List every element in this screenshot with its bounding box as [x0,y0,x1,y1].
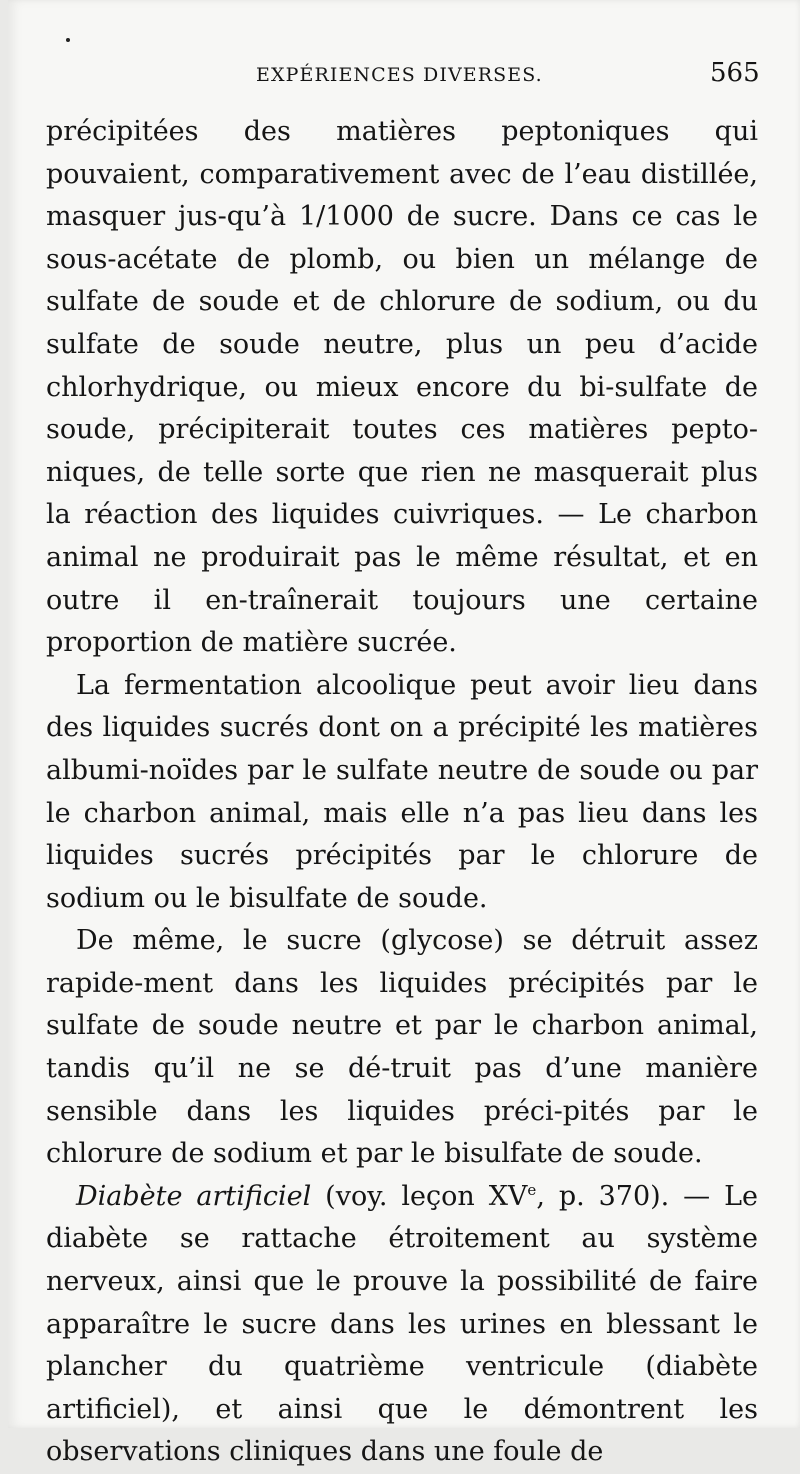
paragraph: De même, le sucre (glycose) se détruit assez rapide-ment dans les liquides précipités par le sulfate de soude neutre et par le charbon animal, tandis qu’il ne se dé-truit pas d’une manière sensible dans les liquides préci-pités par le chlorure de sodium et par le bisulfate de soude. [46,925,758,1170]
section-title: Diabète artificiel [76,1180,312,1212]
paragraph: précipitées des matières peptoniques qui pouvaient, comparativement avec de l’eau distillée, masquer jus-qu’à 1/1000 de sucre. Dans ce cas le sous-acétate de plomb, ou bien un mélange de sulfate de soude et de chlorure de sodium, ou du sulfate de soude neutre, plus un peu d’acide chlorhydrique, ou mieux encore du bi-sulfate de soude, précipiterait toutes ces matières pepto-niques, de telle sorte que rien ne masquerait plus la réaction des liquides cuivriques. — Le charbon animal ne produirait pas le même résultat, et en outre il en-traînerait toujours une certaine proportion de matière sucrée. [46,116,758,659]
margin-mark [66,38,70,42]
paragraph [46,1176,758,1474]
paragraph-text: , p. 370). — Le diabète se rattache étroitement au système nerveux, ainsi que le prouve la possibilité de faire apparaître le sucre dans les urines en blessant le plancher du quatrième ventricule (diabète artificiel), et ainsi que le démontrent les observations cliniques dans une foule de [46,1180,759,1468]
book-page [8,0,800,1468]
reference-text: (voy. leçon XV [311,1180,528,1212]
page-number: 565 [710,58,760,88]
paragraph: La fermentation alcoolique peut avoir lieu dans des liquides sucrés dont on a précipité les matières albumi-noïdes par le sulfate neutre de soude ou par le charbon animal, mais elle n’a pas lieu dans les liquides sucrés précipités par le chlorure de sodium ou le bisulfate de soude. [46,669,758,914]
body-text [46,111,758,1474]
superscript: e [527,1180,537,1199]
running-head: EXPÉRIENCES DIVERSES. [256,64,543,86]
